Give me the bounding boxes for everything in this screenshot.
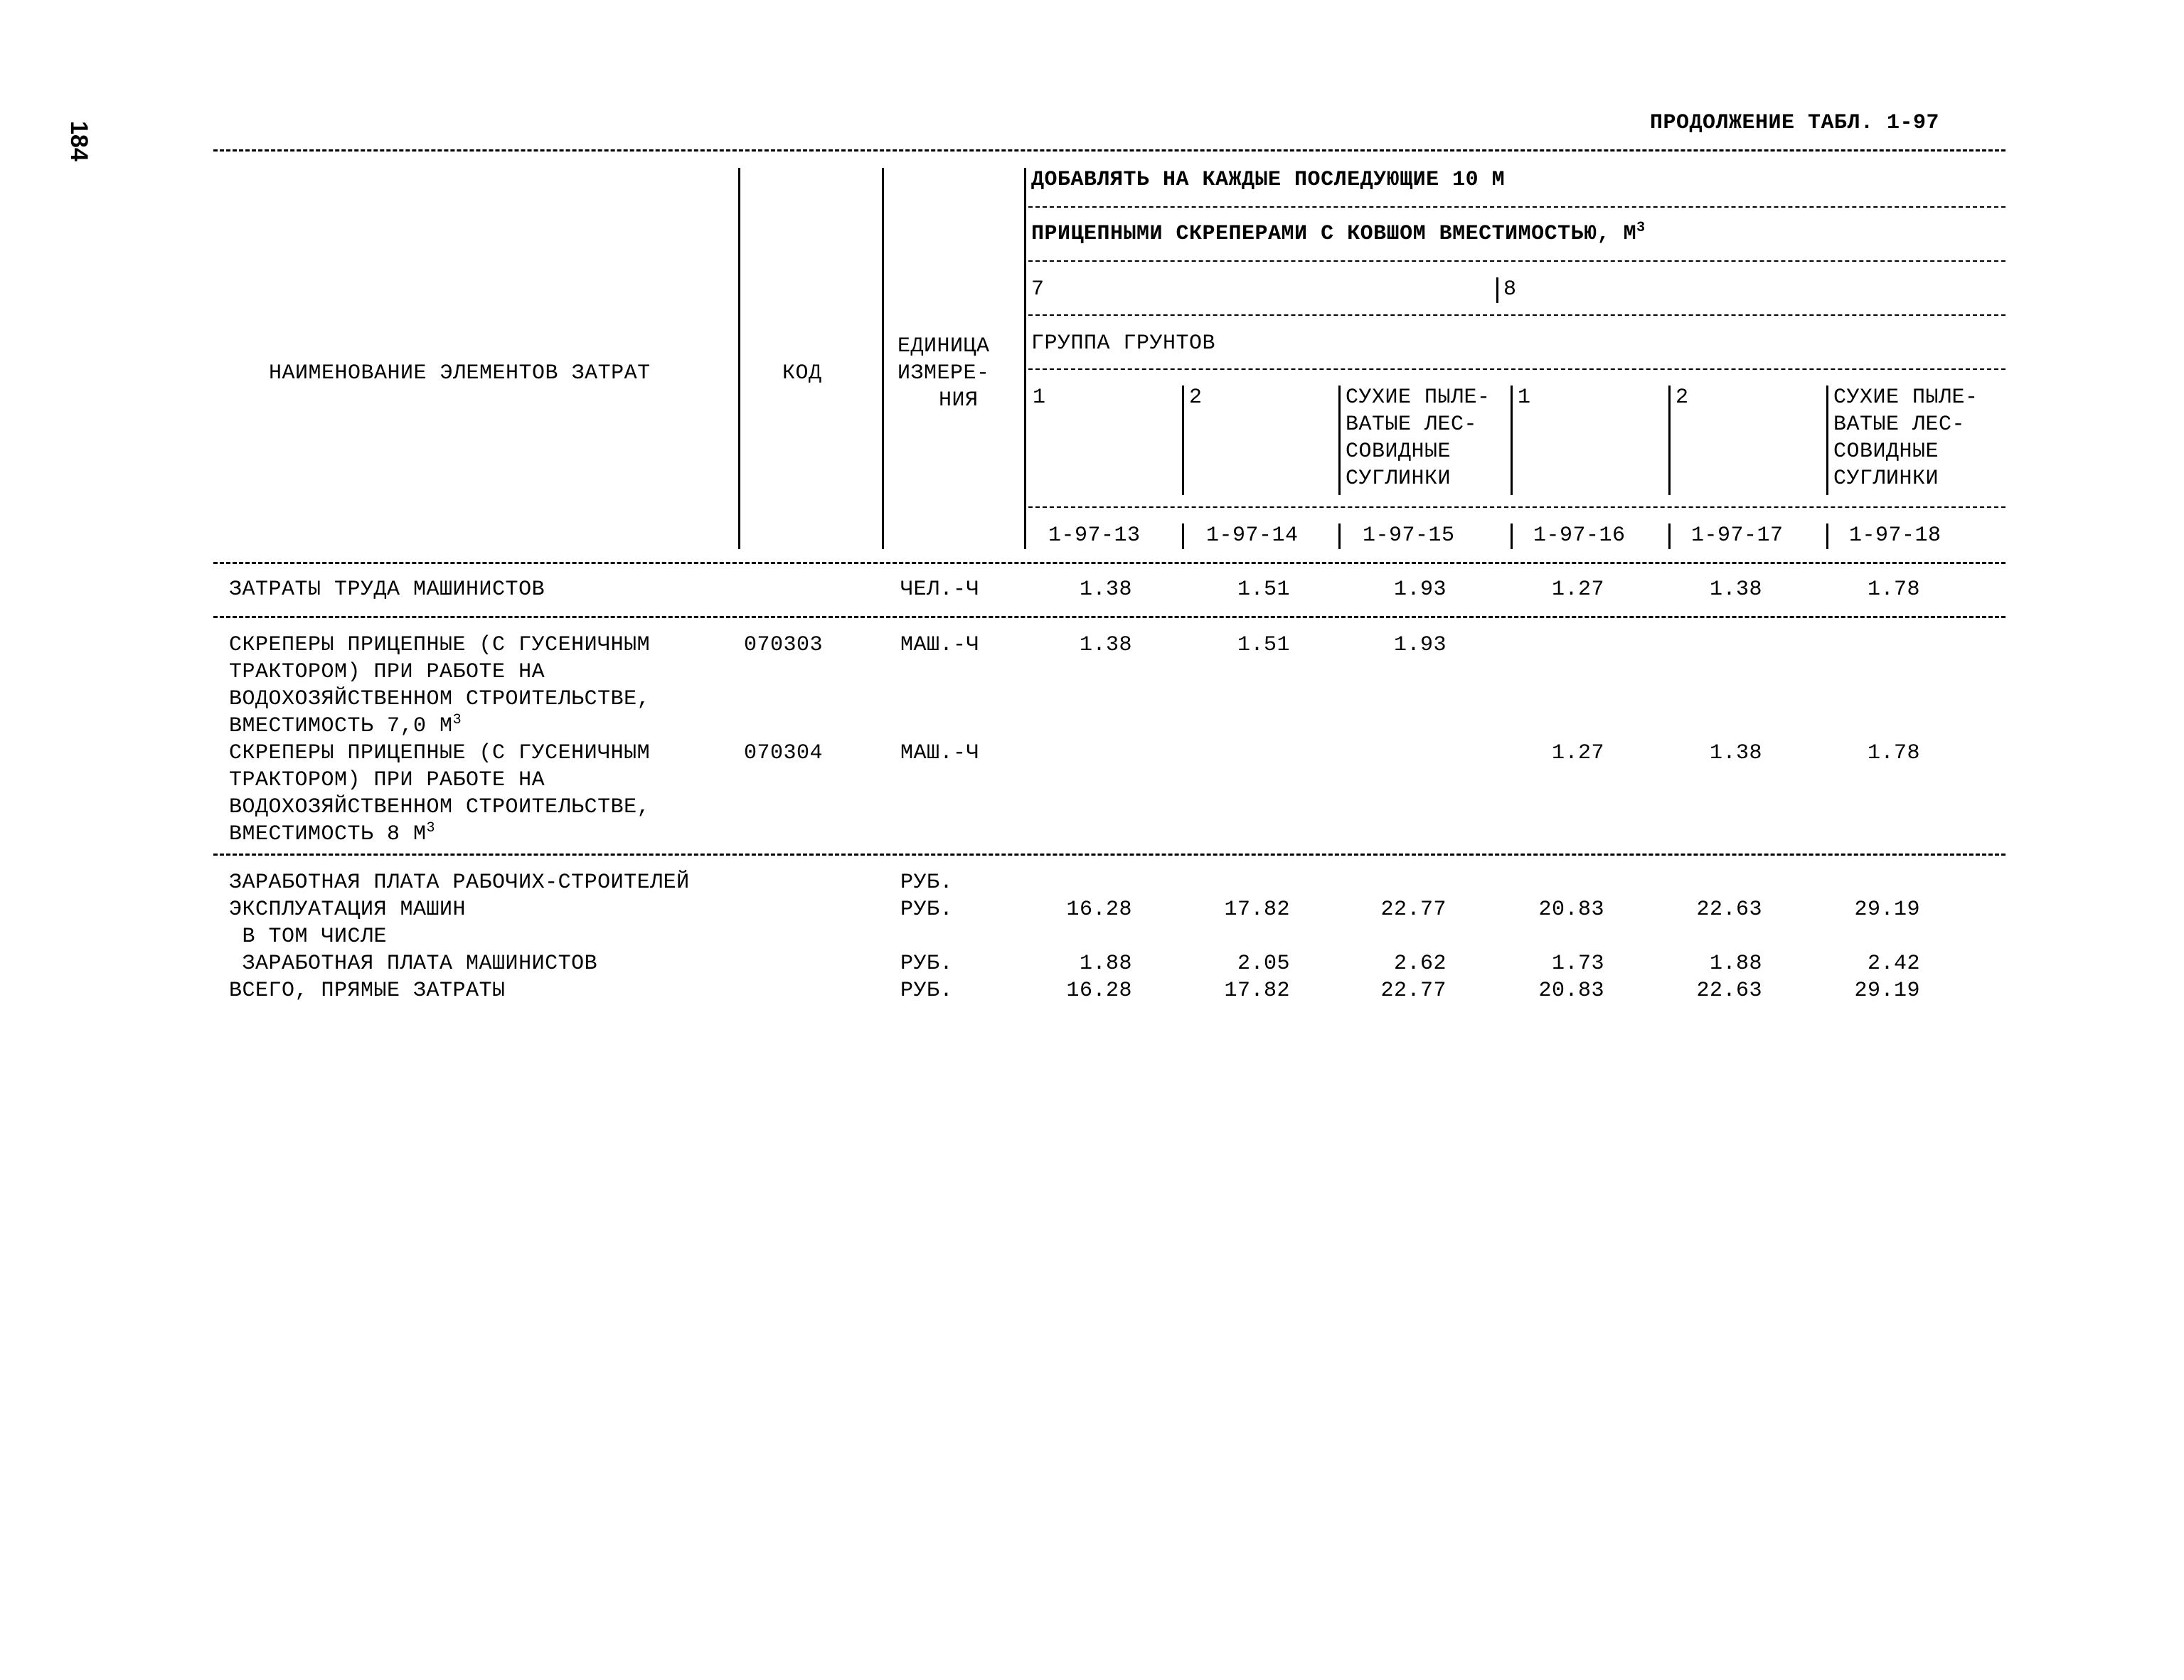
vbar-code-2 <box>1182 523 1184 549</box>
header-unit-line-1: ЕДИНИЦА <box>897 334 990 358</box>
row-scraper7-line-4-text: ВМЕСТИМОСТЬ 7,0 М <box>229 714 453 738</box>
vbar-code-4 <box>1511 523 1513 549</box>
row-labor-value-1: 1.38 <box>1079 578 1132 602</box>
vbar-soil-2a <box>1182 386 1184 495</box>
row-scraper7-code: 070303 <box>744 633 824 657</box>
header-add-each: ДОБАВЛЯТЬ НА КАЖДЫЕ ПОСЛЕДУЮЩИЕ 10 М <box>1031 168 1506 192</box>
row-total-value-6: 29.19 <box>1854 979 1920 1003</box>
row-machines-value-4: 20.83 <box>1538 898 1604 922</box>
rule-header-bottom <box>213 562 2005 564</box>
row-total-value-4: 20.83 <box>1538 979 1604 1003</box>
header-capacity-7: 7 <box>1031 277 1045 302</box>
row-machines-unit: РУБ. <box>900 898 954 922</box>
rate-code-1: 1-97-13 <box>1048 523 1141 548</box>
rate-code-4: 1-97-16 <box>1533 523 1626 548</box>
row-scraper7-line-1: СКРЕПЕРЫ ПРИЦЕПНЫЕ (С ГУСЕНИЧНЫМ <box>229 633 651 657</box>
soil-col-3-line-3: СОВИДНЫЕ <box>1346 440 1451 464</box>
row-wages-unit: РУБ. <box>900 871 954 895</box>
row-total-value-3: 22.77 <box>1380 979 1447 1003</box>
row-total-unit: РУБ. <box>900 979 954 1003</box>
soil-col-6-line-3: СОВИДНЫЕ <box>1833 440 1939 464</box>
row-total-value-5: 22.63 <box>1696 979 1762 1003</box>
rate-code-5: 1-97-17 <box>1691 523 1784 548</box>
row-labor-value-3: 1.93 <box>1393 578 1447 602</box>
row-scraper8-unit: МАШ.-Ч <box>900 741 980 765</box>
row-operator-wages-value-3: 2.62 <box>1393 952 1447 976</box>
row-scraper7-unit: МАШ.-Ч <box>900 633 980 657</box>
soil-col-3-line-2: ВАТЫЕ ЛЕС- <box>1346 413 1478 437</box>
vbar-cap8 <box>1496 277 1498 303</box>
row-scraper8-value-4: 1.27 <box>1551 741 1604 765</box>
row-total-name: ВСЕГО, ПРЯМЫЕ ЗАТРАТЫ <box>229 979 506 1003</box>
soil-col-1: 1 <box>1033 386 1046 410</box>
row-machines-value-2: 17.82 <box>1224 898 1290 922</box>
row-scraper7-value-3: 1.93 <box>1393 633 1447 657</box>
row-operator-wages-value-2: 2.05 <box>1237 952 1290 976</box>
rule-after-labor <box>213 616 2005 618</box>
rule-h1 <box>1028 206 2005 208</box>
vbar-unit <box>1024 168 1026 549</box>
header-name: НАИМЕНОВАНИЕ ЭЛЕМЕНТОВ ЗАТРАТ <box>269 361 651 386</box>
soil-col-2: 2 <box>1189 386 1203 410</box>
rule-h4 <box>1028 368 2005 370</box>
row-labor-value-4: 1.27 <box>1551 578 1604 602</box>
row-total-value-2: 17.82 <box>1224 979 1290 1003</box>
row-scraper8-line-4 <box>229 822 435 846</box>
row-machines-name: ЭКСПЛУАТАЦИЯ МАШИН <box>229 898 467 922</box>
row-labor-unit: ЧЕЛ.-Ч <box>900 578 980 602</box>
row-scraper8-line-2: ТРАКТОРОМ) ПРИ РАБОТЕ НА <box>229 768 545 792</box>
soil-col-4: 1 <box>1518 386 1531 410</box>
row-scraper7-value-2: 1.51 <box>1237 633 1290 657</box>
header-unit-line-3: НИЯ <box>939 388 979 413</box>
vbar-code-3 <box>1338 523 1341 549</box>
rate-code-3: 1-97-15 <box>1363 523 1455 548</box>
soil-col-5: 2 <box>1676 386 1689 410</box>
row-operator-wages-value-1: 1.88 <box>1079 952 1132 976</box>
row-scraper8-value-6: 1.78 <box>1867 741 1920 765</box>
row-labor-value-2: 1.51 <box>1237 578 1290 602</box>
row-operator-wages-name: ЗАРАБОТНАЯ ПЛАТА МАШИНИСТОВ <box>229 952 598 976</box>
vbar-code-5 <box>1668 523 1671 549</box>
header-capacity-8: 8 <box>1503 277 1517 302</box>
row-labor-name: ЗАТРАТЫ ТРУДА МАШИНИСТОВ <box>229 578 545 602</box>
row-machines-value-3: 22.77 <box>1380 898 1447 922</box>
rule-h3 <box>1028 314 2005 316</box>
row-scraper7-line-2: ТРАКТОРОМ) ПРИ РАБОТЕ НА <box>229 660 545 684</box>
table-title: ПРОДОЛЖЕНИЕ ТАБЛ. 1-97 <box>1650 111 1940 135</box>
vbar-soil-3a <box>1338 386 1341 495</box>
header-soil-group: ГРУППА ГРУНТОВ <box>1031 331 1216 356</box>
row-total-value-1: 16.28 <box>1066 979 1132 1003</box>
row-scraper8-value-5: 1.38 <box>1709 741 1762 765</box>
row-scraper7-line-4 <box>229 714 462 738</box>
row-labor-value-6: 1.78 <box>1867 578 1920 602</box>
row-operator-wages-unit: РУБ. <box>900 952 954 976</box>
row-wages-name: ЗАРАБОТНАЯ ПЛАТА РАБОЧИХ-СТРОИТЕЛЕЙ <box>229 871 690 895</box>
soil-col-6-line-1: СУХИЕ ПЫЛЕ- <box>1833 386 1978 410</box>
vbar-soil-2b <box>1668 386 1671 495</box>
rule-after-machines <box>213 854 2005 856</box>
row-scraper7-sup: 3 <box>452 712 462 728</box>
row-machines-value-5: 22.63 <box>1696 898 1762 922</box>
row-incl-name: В ТОМ ЧИСЛЕ <box>229 925 388 949</box>
rate-code-2: 1-97-14 <box>1206 523 1299 548</box>
page-number: 184 <box>65 121 92 161</box>
row-scraper7-value-1: 1.38 <box>1079 633 1132 657</box>
rule-top <box>213 149 2005 151</box>
row-scraper8-line-3: ВОДОХОЗЯЙСТВЕННОМ СТРОИТЕЛЬСТВЕ, <box>229 795 651 819</box>
rule-h2 <box>1028 260 2005 262</box>
rate-code-6: 1-97-18 <box>1849 523 1941 548</box>
row-operator-wages-value-5: 1.88 <box>1709 952 1762 976</box>
header-code: КОД <box>782 361 822 386</box>
row-machines-value-6: 29.19 <box>1854 898 1920 922</box>
row-operator-wages-value-6: 2.42 <box>1867 952 1920 976</box>
row-scraper8-line-1: СКРЕПЕРЫ ПРИЦЕПНЫЕ (С ГУСЕНИЧНЫМ <box>229 741 651 765</box>
header-unit-line-2: ИЗМЕРЕ- <box>897 361 990 386</box>
soil-col-6-line-4: СУГЛИНКИ <box>1833 467 1939 491</box>
row-scraper7-line-3: ВОДОХОЗЯЙСТВЕННОМ СТРОИТЕЛЬСТВЕ, <box>229 687 651 711</box>
vbar-code-6 <box>1826 523 1828 549</box>
soil-col-3-line-4: СУГЛИНКИ <box>1346 467 1451 491</box>
soil-col-3-line-1: СУХИЕ ПЫЛЕ- <box>1346 386 1491 410</box>
row-scraper8-code: 070304 <box>744 741 824 765</box>
row-machines-value-1: 16.28 <box>1066 898 1132 922</box>
vbar-name <box>738 168 740 549</box>
header-scrapers-text: ПРИЦЕПНЫМИ СКРЕПЕРАМИ С КОВШОМ ВМЕСТИМОСТЬЮ, М <box>1031 222 1637 246</box>
vbar-code <box>882 168 884 549</box>
row-operator-wages-value-4: 1.73 <box>1551 952 1604 976</box>
header-scrapers-sup: 3 <box>1636 220 1646 236</box>
row-scraper8-sup: 3 <box>426 820 436 836</box>
rule-h5 <box>1028 506 2005 508</box>
vbar-soil-1b <box>1511 386 1513 495</box>
soil-col-6-line-2: ВАТЫЕ ЛЕС- <box>1833 413 1966 437</box>
row-labor-value-5: 1.38 <box>1709 578 1762 602</box>
vbar-soil-3b <box>1826 386 1828 495</box>
row-scraper8-line-4-text: ВМЕСТИМОСТЬ 8 М <box>229 822 427 846</box>
header-scrapers <box>1031 222 1646 246</box>
